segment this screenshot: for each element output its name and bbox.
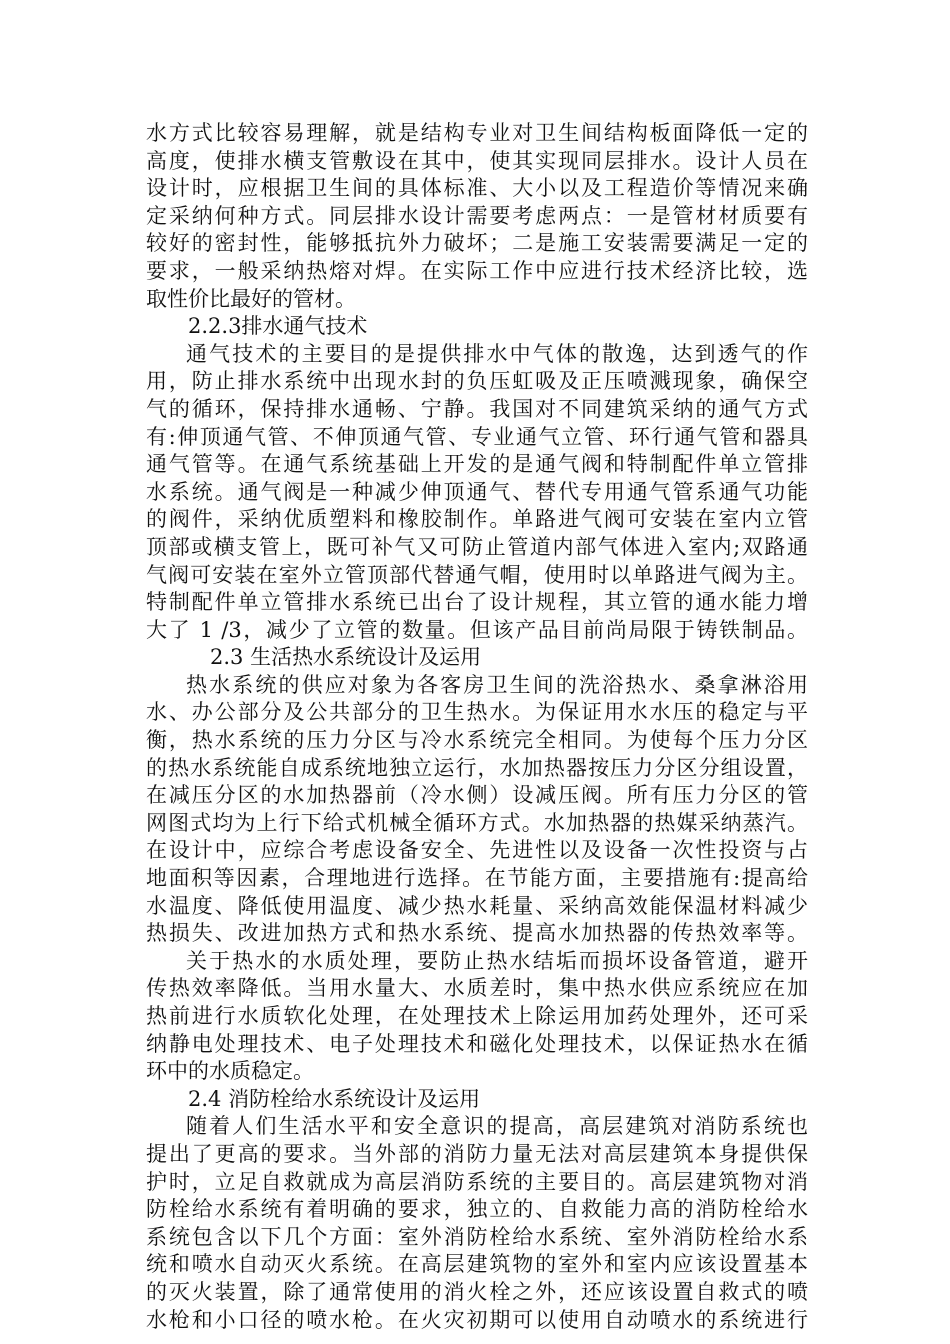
text-line: 的灭火装置，除了通常使用的消火栓之外，还应该设置自救式的喷 [146,1279,808,1304]
text-line: 环中的水质稳定。 [146,1059,314,1084]
text-line: 定采纳何种方式。同层排水设计需要考虑两点：一是管材材质要有 [146,203,808,228]
text-line: 通气技术的主要目的是提供排水中气体的散逸，达到透气的作 [186,341,808,366]
text-line: 水温度、降低使用温度、减少热水耗量、采纳高效能保温材料减少 [146,893,808,918]
text-line: 系统包含以下几个方面：室外消防栓给水系统、室外消防栓给水系 [146,1224,808,1249]
section-heading: 2.4 消防栓给水系统设计及运用 [188,1086,481,1111]
text-line: 水系统。通气阀是一种减少伸顶通气、替代专用通气管系通气功能 [146,479,808,504]
text-line: 取性价比最好的管材。 [146,286,356,311]
text-line: 防栓给水系统有着明确的要求，独立的、自救能力高的消防栓给水 [146,1197,808,1222]
text-line: 大了 1 /3，减少了立管的数量。但该产品目前尚局限于铸铁制品。 [146,617,808,642]
document-body [146,120,808,1334]
text-line: 热水系统的供应对象为各客房卫生间的洗浴热水、桑拿淋浴用 [186,672,808,697]
text-line: 顶部或横支管上，既可补气又可防止管道内部气体进入室内;双路通 [146,534,808,559]
text-line: 较好的密封性，能够抵抗外力破坏；二是施工安装需要满足一定的 [146,231,808,256]
text-line: 通气管等。在通气系统基础上开发的是通气阀和特制配件单立管排 [146,452,808,477]
text-line: 用，防止排水系统中出现水封的负压虹吸及正压喷溅现象，确保空 [146,369,808,394]
text-line: 的热水系统能自成系统地独立运行，水加热器按压力分区分组设置， [146,755,808,780]
text-line: 护时，立足自救就成为高层消防系统的主要目的。高层建筑物对消 [146,1169,808,1194]
text-line: 统和喷水自动灭火系统。在高层建筑物的室外和室内应该设置基本 [146,1252,808,1277]
text-line: 随着人们生活水平和安全意识的提高，高层建筑对消防系统也 [186,1114,808,1139]
text-line: 提出了更高的要求。当外部的消防力量无法对高层建筑本身提供保 [146,1141,808,1166]
text-line: 地面积等因素，合理地进行选择。在节能方面，主要措施有:提高给 [146,866,808,891]
text-line: 水枪和小口径的喷水枪。在火灾初期可以使用自动喷水的系统进行 [146,1307,808,1332]
text-line: 衡，热水系统的压力分区与冷水系统完全相同。为使每个压力分区 [146,728,808,753]
text-line: 设计时，应根据卫生间的具体标准、大小以及工程造价等情况来确 [146,176,808,201]
text-line: 热前进行水质软化处理，在处理技术上除运用加药处理外，还可采 [146,1004,808,1028]
text-line: 气的循环，保持排水通畅、宁静。我国对不同建筑采纳的通气方式 [146,396,808,421]
text-line: 纳静电处理技术、电子处理技术和磁化处理技术，以保证热水在循 [146,1031,808,1056]
text-line: 关于热水的水质处理，要防止热水结垢而损坏设备管道，避开 [186,948,808,973]
text-line: 的阀件，采纳优质塑料和橡胶制作。单路进气阀可安装在室内立管 [146,507,808,532]
text-line: 要求，一般采纳热熔对焊。在实际工作中应进行技术经济比较，选 [146,258,808,283]
text-line: 在减压分区的水加热器前（冷水侧）设减压阀。所有压力分区的管 [146,783,808,808]
text-line: 传热效率降低。当用水量大、水质差时，集中热水供应系统应在加 [146,976,808,1001]
section-heading: 2.3 生活热水系统设计及运用 [210,645,482,670]
text-line: 有:伸顶通气管、不伸顶通气管、专业通气立管、环行通气管和器具 [146,424,808,449]
text-line: 网图式均为上行下给式机械全循环方式。水加热器的热媒采纳蒸汽。 [146,810,808,835]
section-heading: 2.2.3排水通气技术 [188,314,368,339]
text-line: 热损失、改进加热方式和热水系统、提高水加热器的传热效率等。 [146,921,808,946]
text-line: 气阀可安装在室外立管顶部代替通气帽，使用时以单路进气阀为主。 [146,562,808,587]
text-line: 水、办公部分及公共部分的卫生热水。为保证用水水压的稳定与平 [146,700,808,725]
text-line: 特制配件单立管排水系统已出台了设计规程，其立管的通水能力增 [146,590,808,615]
text-line: 高度，使排水横支管敷设在其中，使其实现同层排水。设计人员在 [146,148,808,173]
text-line: 水方式比较容易理解，就是结构专业对卫生间结构板面降低一定的 [146,121,808,145]
text-line: 在设计中，应综合考虑设备安全、先进性以及设备一次性投资与占 [146,838,808,863]
